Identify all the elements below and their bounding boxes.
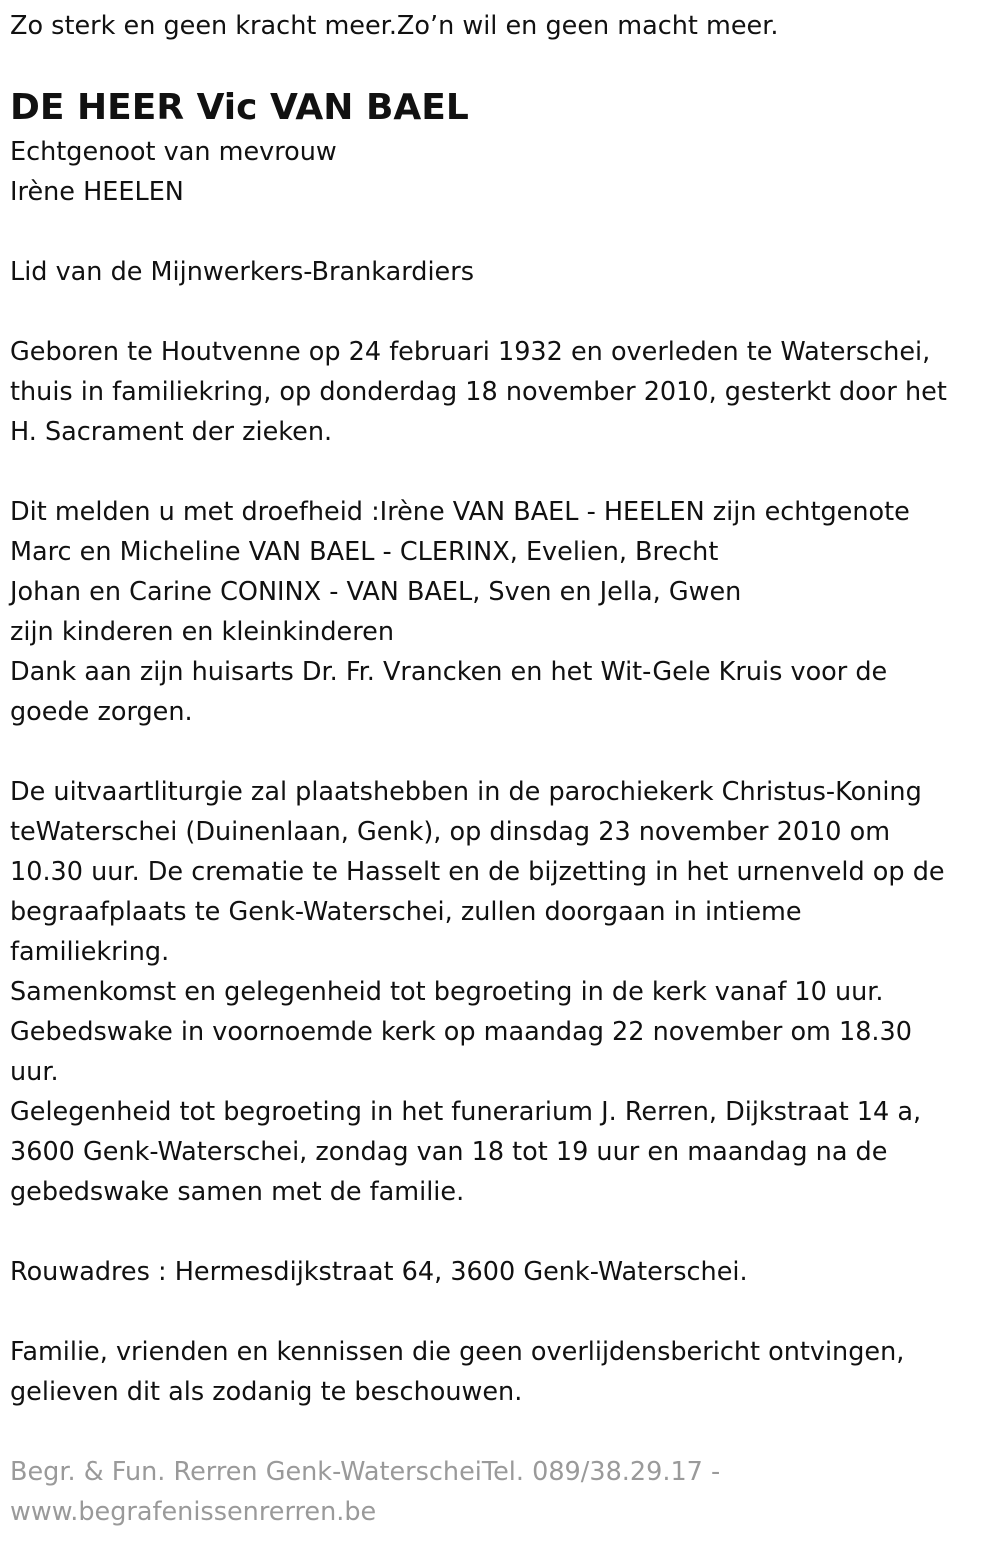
- birth-death-line: H. Sacrament der zieken.: [10, 417, 333, 447]
- birth-death-block: [10, 332, 990, 452]
- notice-block: [10, 1332, 990, 1412]
- announcement-line: Dank aan zijn huisarts Dr. Fr. Vrancken en het Wit-Gele Kruis voor de: [10, 657, 888, 687]
- funeral-line: gebedswake samen met de familie.: [10, 1177, 465, 1207]
- spacer: [10, 1212, 990, 1252]
- spouse-block: [10, 132, 990, 212]
- announcement-line: Johan en Carine CONINX - VAN BAEL, Sven en Jella, Gwen: [10, 577, 742, 607]
- funeral-line: uur.: [10, 1057, 59, 1087]
- birth-death-line: thuis in familiekring, op donderdag 18 november 2010, gesterkt door het: [10, 377, 947, 407]
- funeral-line: Samenkomst en gelegenheid tot begroeting in de kerk vanaf 10 uur.: [10, 977, 884, 1007]
- announcement-line: zijn kinderen en kleinkinderen: [10, 617, 394, 647]
- notice-line: Familie, vrienden en kennissen die geen overlijdensbericht ontvingen,: [10, 1337, 905, 1367]
- funeral-line: teWaterschei (Duinenlaan, Genk), op dinsdag 23 november 2010 om: [10, 817, 891, 847]
- birth-death-line: Geboren te Houtvenne op 24 februari 1932 en overleden te Waterschei,: [10, 337, 931, 367]
- announcement-line: Dit melden u met droefheid :Irène VAN BAEL - HEELEN zijn echtgenote: [10, 497, 910, 527]
- funeral-line: begraafplaats te Genk-Waterschei, zullen doorgaan in intieme: [10, 897, 802, 927]
- funeral-line: Gebedswake in voornoemde kerk op maandag 22 november om 18.30: [10, 1017, 912, 1047]
- notice-line: gelieven dit als zodanig te beschouwen.: [10, 1377, 523, 1407]
- deceased-name: DE HEER Vic VAN BAEL: [10, 87, 469, 128]
- mourning-address: Rouwadres : Hermesdijkstraat 64, 3600 Genk-Waterschei.: [10, 1257, 748, 1287]
- spacer: [10, 1412, 990, 1452]
- announcement-line: Marc en Micheline VAN BAEL - CLERINX, Evelien, Brecht: [10, 537, 719, 567]
- spacer: [10, 1292, 990, 1332]
- funeral-line: familiekring.: [10, 937, 170, 967]
- announcement-line: goede zorgen.: [10, 697, 193, 727]
- spacer: [10, 212, 990, 252]
- spacer: [10, 292, 990, 332]
- spacer: [10, 452, 990, 492]
- funeral-block: [10, 772, 990, 1212]
- spouse-line: Echtgenoot van mevrouw: [10, 137, 337, 167]
- motto: Zo sterk en geen kracht meer.Zo’n wil en geen macht meer.: [10, 11, 779, 41]
- funeral-line: 10.30 uur. De crematie te Hasselt en de bijzetting in het urnenveld op de: [10, 857, 945, 887]
- footer-line: Begr. & Fun. Rerren Genk-WaterscheiTel. 089/38.29.17 -: [10, 1457, 721, 1487]
- announcement-block: [10, 492, 990, 732]
- funeral-line: 3600 Genk-Waterschei, zondag van 18 tot 19 uur en maandag na de: [10, 1137, 888, 1167]
- spouse-line: Irène HEELEN: [10, 177, 184, 207]
- membership: Lid van de Mijnwerkers-Brankardiers: [10, 257, 474, 287]
- footer: [10, 1452, 990, 1532]
- funeral-line: Gelegenheid tot begroeting in het funerarium J. Rerren, Dijkstraat 14 a,: [10, 1097, 922, 1127]
- spacer: [10, 732, 990, 772]
- funeral-line: De uitvaartliturgie zal plaatshebben in de parochiekerk Christus-Koning: [10, 777, 922, 807]
- footer-link[interactable]: www.begrafenissenrerren.be: [10, 1497, 377, 1527]
